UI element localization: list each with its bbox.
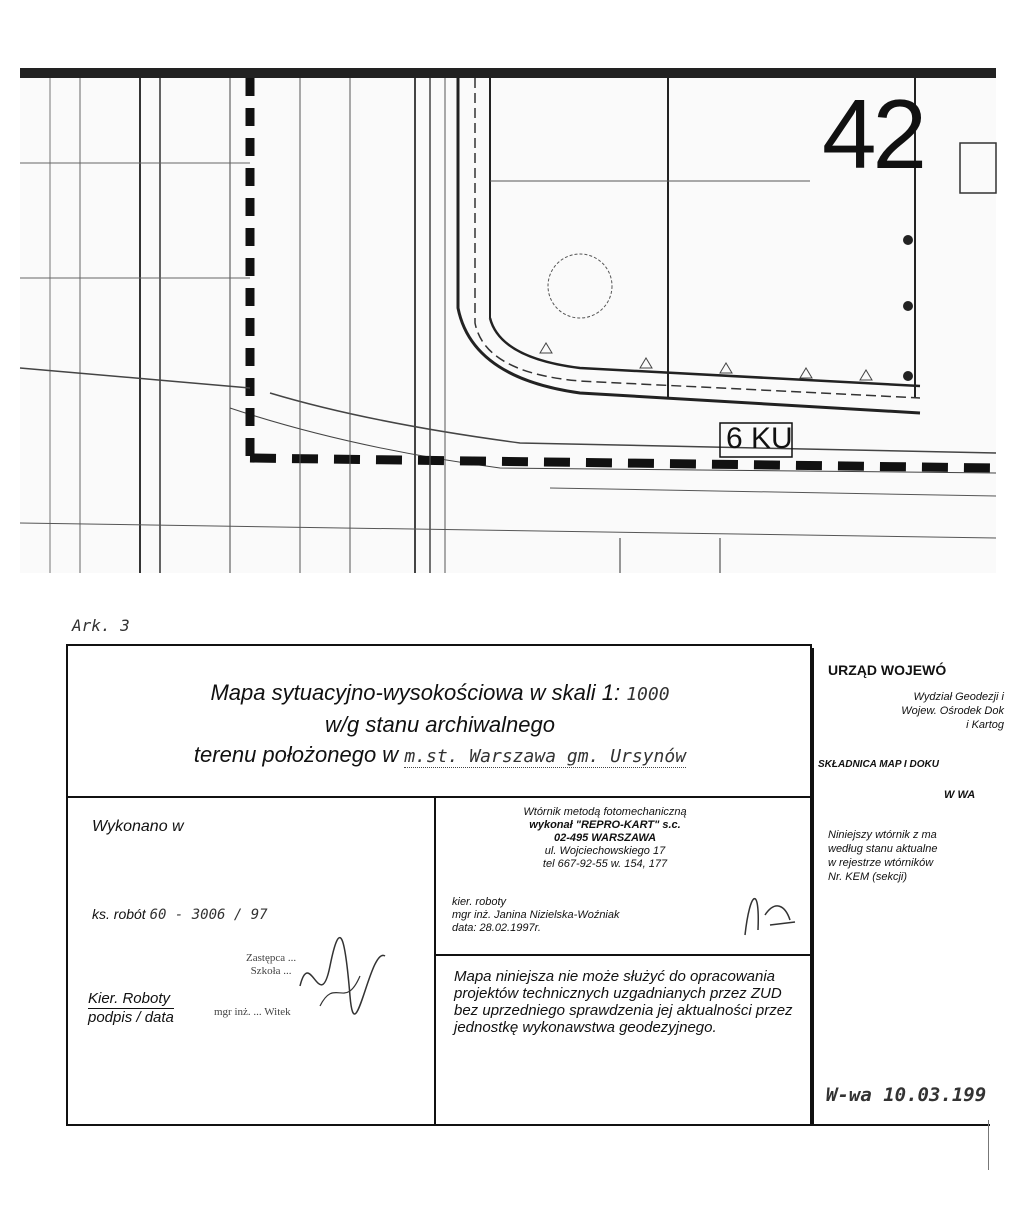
office-register: Niniejszy wtórnik z ma według stanu aktualne w rejestrze wtórników Nr. KEM (sekcji): [828, 829, 938, 883]
title-line-2: w/g stanu archiwalnego: [325, 712, 555, 737]
notice-text: Mapa niniejsza nie może służyć do opracowania projektów technicznych uzgadnianych przez ZUD bez uprzedniego sprawdzenia jej aktualności przez jednostkę wykonawstwa geodezyjnego.: [454, 968, 793, 1036]
zone-label: 6 KU: [726, 422, 793, 455]
divider: [988, 1120, 989, 1170]
divider: [434, 954, 812, 956]
repro-signature-mark: [730, 880, 800, 940]
divider: [66, 796, 812, 798]
stamp: Zastępca ... Szkoła ...: [246, 952, 297, 977]
sheet-mark: Ark. 3: [72, 616, 130, 635]
job-number: 60 - 3006 / 97: [149, 907, 268, 923]
office-block: [812, 648, 1004, 1126]
signature-label: Kier. Roboty podpis / data: [88, 990, 174, 1026]
office-dept: Wydział Geodezji i Wojew. Ośrodek Dok i Kartog: [901, 691, 1004, 731]
map-title: [70, 678, 810, 772]
stamp-name: mgr inż. ... Witek: [214, 1006, 291, 1018]
divider: [434, 796, 436, 1126]
scale-value: 1000: [626, 684, 670, 705]
executed-label: Wykonano w: [92, 818, 184, 835]
sheet-number: 42: [822, 79, 924, 189]
office-city: W WA: [944, 789, 976, 801]
job-number-row: ks. robót 60 - 3006 / 97: [92, 906, 268, 923]
signature: [290, 926, 400, 1016]
map-view: [20, 68, 996, 573]
office-title: URZĄD WOJEWÓ: [828, 662, 947, 678]
repro-signature: kier. roboty mgr inż. Janina Nizielska-Woźniak data: 28.02.1997r.: [452, 896, 620, 934]
title-line-3: terenu położonego w m.st. Warszawa gm. Ursynów: [193, 742, 687, 767]
location-value: m.st. Warszawa gm. Ursynów: [404, 746, 687, 767]
title-line-1: Mapa sytuacyjno-wysokościowa w skali 1: 1000: [210, 680, 670, 705]
repro-info: Wtórnik metodą fotomechaniczną wykonał "REPRO-KART" s.c. 02-495 WARSZAWA ul. Wojciechowskiego 17 tel 667-92-55 w. 154, 177: [523, 806, 687, 870]
office-date: W-wa 10.03.199: [826, 1084, 987, 1106]
office-repository: SKŁADNICA MAP I DOKU: [818, 759, 939, 770]
